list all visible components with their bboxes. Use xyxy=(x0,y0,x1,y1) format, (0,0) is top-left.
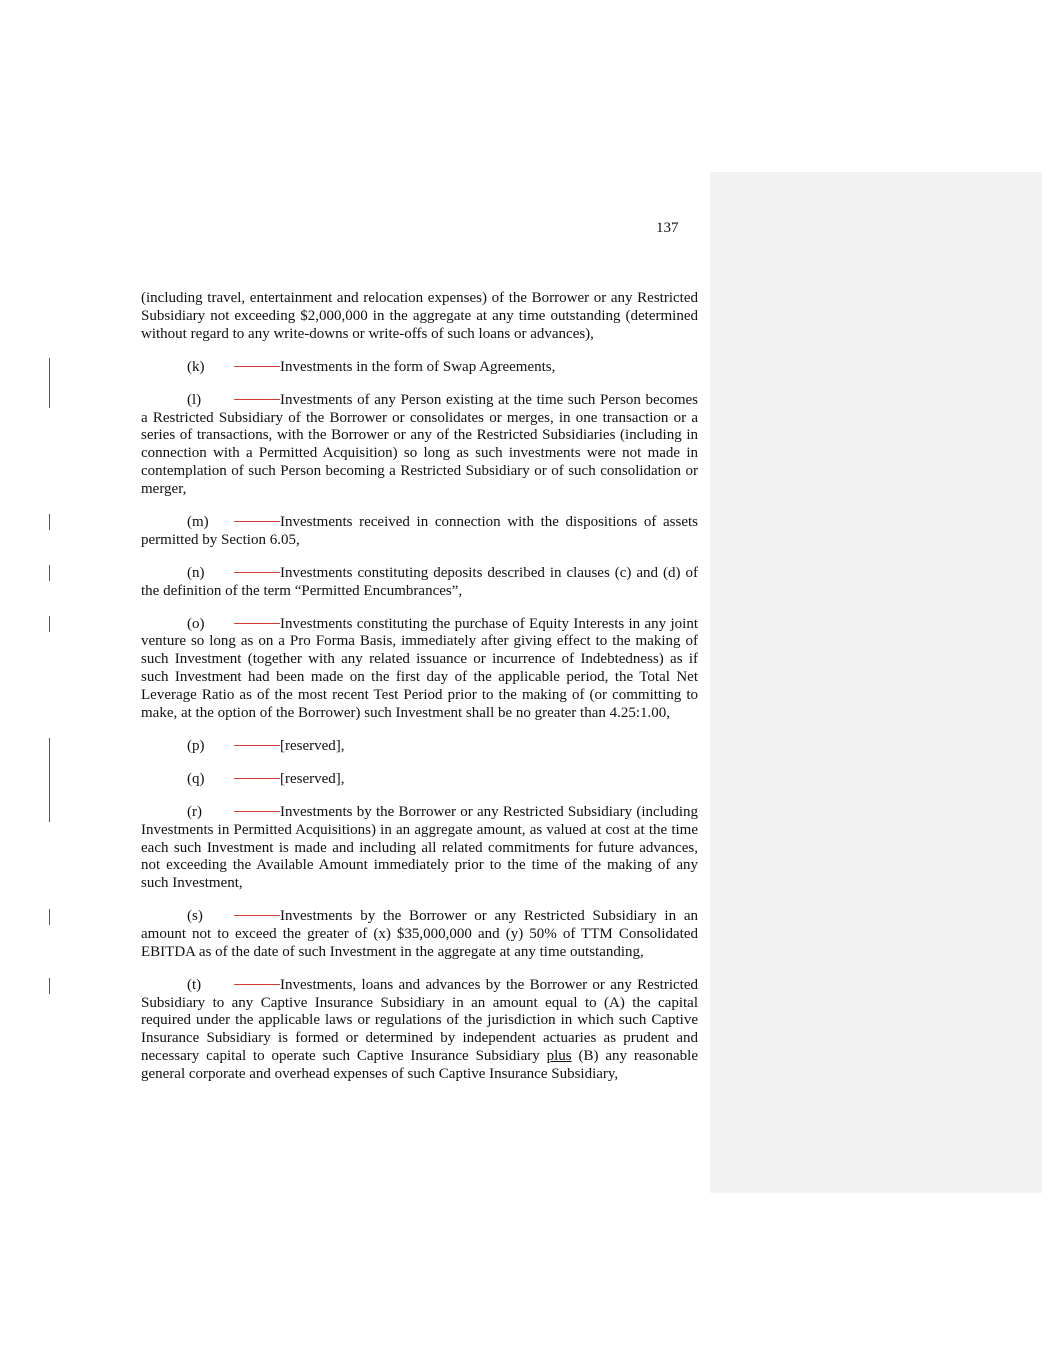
clause-label: (o) xyxy=(187,615,205,632)
clause-o xyxy=(141,616,698,723)
clause-label: (r) xyxy=(187,803,202,820)
clause-l xyxy=(141,392,698,499)
paragraph-intro: (including travel, entertainment and relocation expenses) of the Borrower or any Restricted Subsidiary not exceeding $2,000,000 in the aggregate at any time outstanding (determined without regard to any write-downs or write-offs of such loans or advances), xyxy=(141,290,698,342)
tracked-tab-mark xyxy=(234,366,280,367)
clause-q xyxy=(141,771,698,789)
clause-text: Investments of any Person existing at the time such Person becomes a Restricted Subsidiary of the Borrower or consolidates or merges, in one transaction or a series of transactions, with the Borrower or any of the Restricted Subsidiaries (including in connection with a Permitted Acquisition) so long as such investments were not made in contemplation of such Person becoming a Restricted Subsidiary or of such consolidation or merger, xyxy=(141,391,698,497)
page-number: 137 xyxy=(656,220,679,236)
clause-label: (s) xyxy=(187,908,203,925)
clause-r xyxy=(141,804,698,893)
clause-text: Investments in the form of Swap Agreements, xyxy=(280,358,556,375)
change-bar xyxy=(49,978,50,994)
clause-label: (m) xyxy=(187,513,209,530)
document-body xyxy=(141,290,698,1099)
change-bar xyxy=(49,909,50,925)
change-bar xyxy=(49,565,50,581)
change-bar xyxy=(49,738,50,822)
comment-pane xyxy=(710,172,1042,1193)
clause-text: Investments received in connection with the dispositions of assets permitted by Section 6.05, xyxy=(141,513,698,548)
clause-text: Investments constituting the purchase of Equity Interests in any joint venture so long as on a Pro Forma Basis, immediately after giving effect to the making of such Investment (together with any related issuance or incurrence of Indebtedness) as if such Investment had been made on the first day of the applicable period, the Total Net Leverage Ratio as of the most recent Test Period prior to the making of (or committing to make, at the option of the Borrower) such Investment shall be no greater than 4.25:1.00, xyxy=(141,615,698,721)
tracked-tab-mark xyxy=(234,778,280,779)
clause-text: Investments constituting deposits described in clauses (c) and (d) of the definition of the term “Permitted Encumbrances”, xyxy=(141,564,698,599)
clause-label: (k) xyxy=(187,358,205,375)
tracked-tab-mark xyxy=(234,811,280,812)
clause-label: (n) xyxy=(187,564,205,581)
clause-label: (q) xyxy=(187,770,205,787)
clause-label: (p) xyxy=(187,737,205,754)
tracked-tab-mark xyxy=(234,572,280,573)
change-bar xyxy=(49,358,50,408)
clause-k xyxy=(141,359,698,377)
clause-text: Investments, loans and advances by the Borrower or any Restricted Subsidiary to any Captive Insurance Subsidiary in an amount equal to (A) the capital required under the applicable laws or regulations of the jurisdiction in which such Captive Insurance Subsidiary is formed or determined by independent actuaries as prudent and necessary capital to operate such Captive Insurance Subsidiary xyxy=(141,976,698,1065)
clause-s xyxy=(141,908,698,961)
tracked-tab-mark xyxy=(234,984,280,985)
change-bar xyxy=(49,514,50,530)
clause-text: [reserved], xyxy=(280,770,345,787)
clause-text: [reserved], xyxy=(280,737,345,754)
clause-text: Investments by the Borrower or any Restricted Subsidiary (including Investments in Permitted Acquisitions) in an aggregate amount, as valued at cost at the time each such Investment is made and including all related commitments for future advances, not exceeding the Available Amount immediately prior to the time of the making of any such Investment, xyxy=(141,803,698,892)
clause-label: (l) xyxy=(187,391,202,408)
clause-n xyxy=(141,565,698,601)
clause-t xyxy=(141,977,698,1084)
underlined-term: plus xyxy=(546,1048,572,1065)
tracked-tab-mark xyxy=(234,915,280,916)
tracked-tab-mark xyxy=(234,745,280,746)
tracked-tab-mark xyxy=(234,623,280,624)
clause-text: Investments by the Borrower or any Restricted Subsidiary in an amount not to exceed the greater of (x) $35,000,000 and (y) 50% of TTM Consolidated EBITDA as of the date of such Investment in the aggregate at any time outstanding, xyxy=(141,908,698,960)
clause-label: (t) xyxy=(187,976,202,993)
change-bar xyxy=(49,616,50,632)
clause-text: (B) any reasonable general corporate and overhead expenses of such Captive Insurance Subsidiary, xyxy=(141,1048,698,1082)
clause-m xyxy=(141,514,698,550)
clause-p xyxy=(141,738,698,756)
tracked-tab-mark xyxy=(234,521,280,522)
tracked-tab-mark xyxy=(234,399,280,400)
